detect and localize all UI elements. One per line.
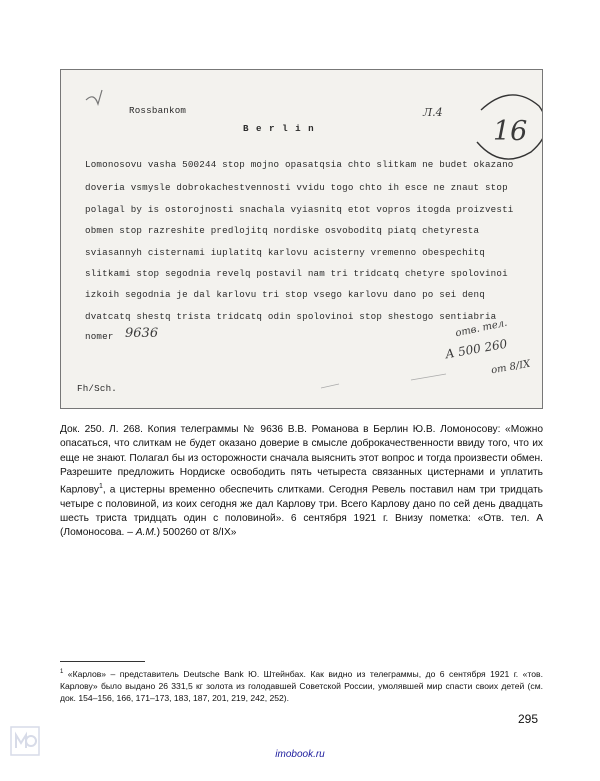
page-number: 295 <box>518 712 539 726</box>
telegram-sender: Rossbankom <box>129 105 187 116</box>
telegram-line: sviasannyh cisternami iuplatitq karlovu acisterny vremenno obespechitq <box>85 247 485 258</box>
telegram-line: obmen stop razreshite predlojitq nordiske osvoboditq piatq chetyresta <box>85 225 480 236</box>
telegram-line: dvatcatq shestq trista tridcatq odin spolovinoi stop shestogo sentiabria <box>85 311 497 322</box>
telegram-line: slitkami stop segodnia revelq postavil nam tri tridcatq chetyre spolovinoi <box>85 268 508 279</box>
corner-mark: Л.4 <box>423 106 443 119</box>
telegram-line: Lomonosovu vasha 500244 stop mojno opasatqsia chto slitkam ne budet okazano <box>85 159 514 170</box>
caption-text: , а цистерны временно обеспечить слитками. Сегодня Ревель поставил нам три тридцать четыре с половиной, из коих сегодня же дал Карлову три. Всего Карлову дано по сей день двадцать шесть триста тридцать один с половиной». 6 сентября 1921 г. Внизу пометка: «Отв. тел. А (Ломоносова. – <box>60 484 543 539</box>
corner-number: 16 <box>493 116 528 147</box>
footnote-marker: 1 <box>60 669 64 675</box>
caption-initials: А.М. <box>135 527 157 539</box>
handwritten-number: 9636 <box>125 326 159 341</box>
margin-note: А 500 260 <box>444 336 509 362</box>
telegram-line: doveria vsmysle dobrokachestvennosti vvidu togo chto ih esce ne znaut stop <box>85 182 508 193</box>
margin-note: отв. тел. <box>454 317 509 340</box>
caption-text: ) 500260 от 8/IX» <box>156 527 237 539</box>
site-link[interactable]: imobook.ru <box>275 749 325 760</box>
telegram-line: polagal by is ostorojnosti snachala vyiasnitq etot vopros itogda proizvesti <box>85 204 514 215</box>
telegram-line: nomer <box>85 331 114 342</box>
telegram-sign-off: Fh/Sch. <box>77 383 117 394</box>
caption-text: Док. 250. Л. 268. Копия телеграммы № 9636 В.В. Романова в Берлин Ю.В. Ломоносову: «Можно опасаться, что слиткам не будет оказано доверие в смысле доброкачественности ввиду того, что их еще не знают. Полагал бы из осторожности сначала выяснить этот вопрос и тогда произвести обмен. Разрешите предложить Нордиске освободить пять четыреста связанных цистернами и уплатить Карлову <box>60 424 543 496</box>
telegram-line: izkoih segodnia je dal karlovu tri stop vsego karlovu dano po sei denq <box>85 289 485 300</box>
archival-telegram-image <box>60 69 543 409</box>
scan-artifacts <box>61 70 543 409</box>
footnote-text: «Карлов» – представитель Deutsche Bank Ю. Штейнбах. Как видно из телеграммы, до 6 сентября 1921 г. «тов. Карлову» было выдано 26 331,5 кг золота из голодавшей Советской России, умолявшей мир спасти своих детей (см. док. 154–156, 166, 171–173, 183, 187, 201, 219, 242, 252). <box>60 668 543 704</box>
footnote-ref[interactable]: 1 <box>98 483 103 491</box>
margin-note: от 8/IX <box>490 358 532 377</box>
footnote-divider <box>60 661 145 662</box>
footnote <box>60 666 543 705</box>
document-caption <box>60 423 543 541</box>
telegram-city: B e r l i n <box>243 123 315 134</box>
